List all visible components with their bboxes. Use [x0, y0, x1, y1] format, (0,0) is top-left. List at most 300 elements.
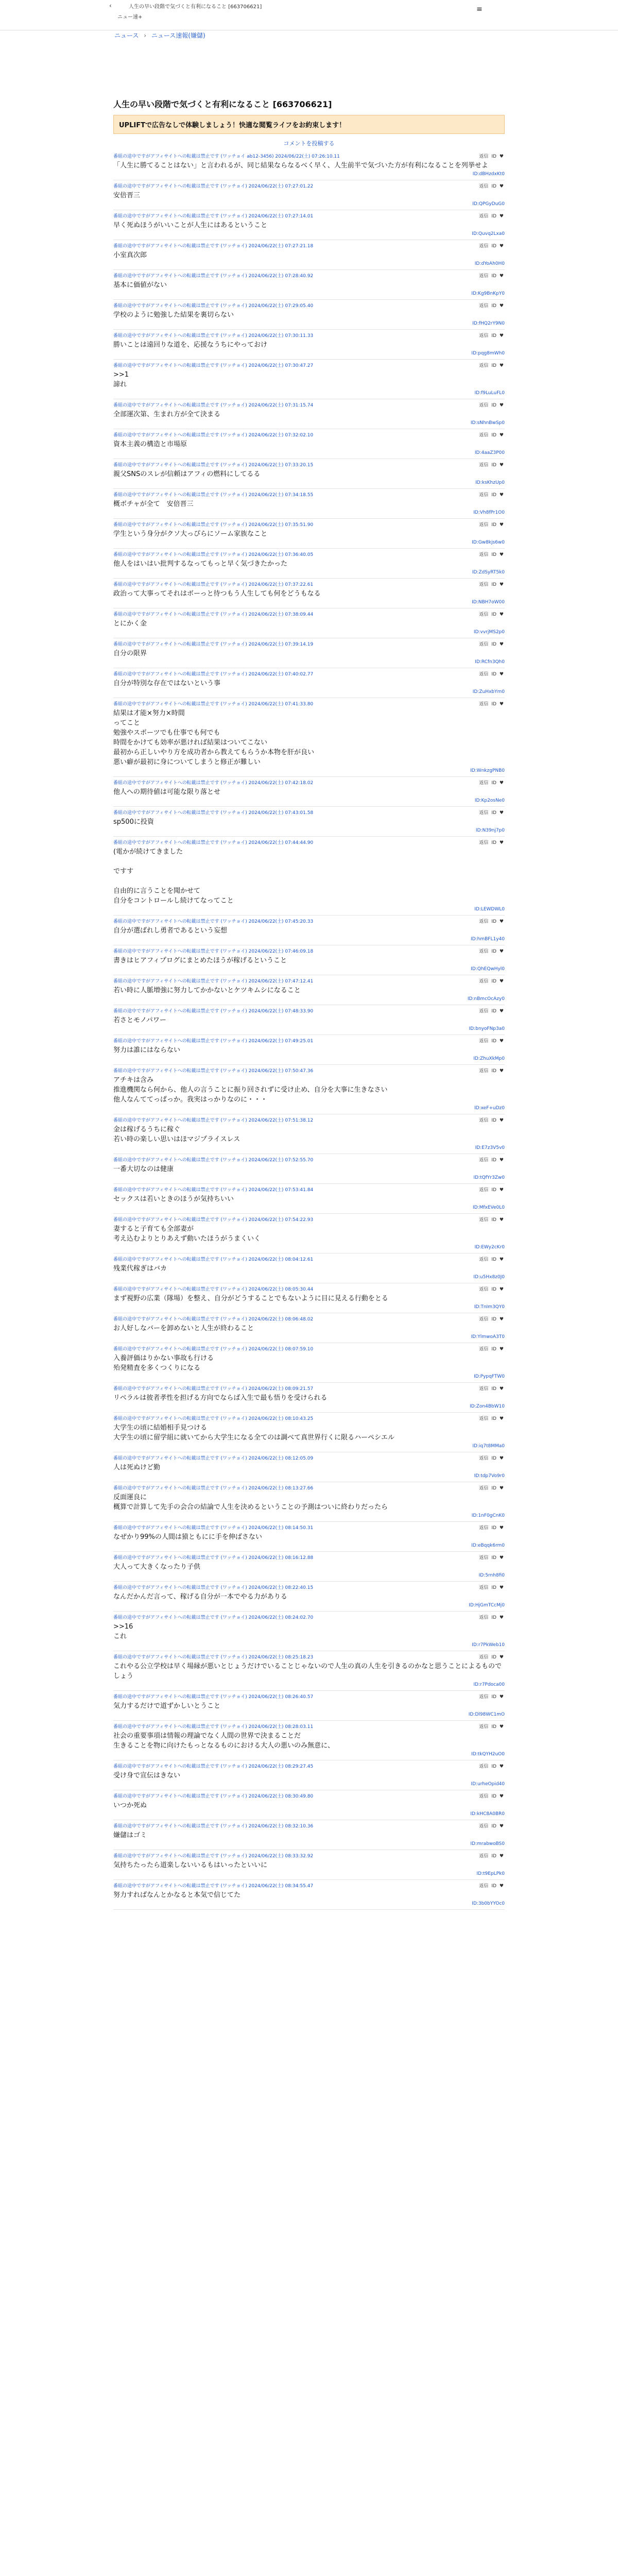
post-id[interactable]: ID:Dl98WC1mO: [468, 1712, 505, 1717]
id-button[interactable]: ID: [491, 244, 496, 249]
post-meta[interactable]: 番組の途中ですがアフィサイトへの転載は禁止です (ワッチョイ) 2024/06/22(土) 08:28:03.11: [113, 1724, 314, 1730]
id-button[interactable]: ID: [491, 1585, 496, 1590]
like-button[interactable]: ♥: [499, 1188, 504, 1193]
reply-button[interactable]: 返信: [479, 1386, 489, 1392]
post-meta[interactable]: 番組の途中ですがアフィサイトへの転載は禁止です (ワッチョイ) 2024/06/22(土) 07:44:44.90: [113, 840, 314, 845]
reply-button[interactable]: 返信: [479, 463, 489, 468]
post-meta[interactable]: 番組の途中ですがアフィサイトへの転載は禁止です (ワッチョイ) 2024/06/22(土) 07:47:12.41: [113, 979, 314, 984]
post-body: 概ボチャが全て 安倍晋三: [113, 500, 194, 508]
post-id[interactable]: ID:NBH7oW00: [472, 600, 505, 605]
breadcrumb-item-board[interactable]: ニュース速報(嫌儲): [151, 32, 205, 39]
like-button[interactable]: ♥: [499, 1069, 504, 1074]
post-meta[interactable]: 番組の途中ですがアフィサイトへの転載は禁止です (ワッチョイ) 2024/06/22(土) 08:04:12.61: [113, 1257, 314, 1262]
like-button[interactable]: ♥: [499, 1824, 504, 1829]
post-id[interactable]: ID:r7Pdoca00: [473, 1682, 505, 1687]
post-meta[interactable]: 番組の途中ですがアフィサイトへの転載は禁止です (ワッチョイ) 2024/06/22(土) 07:27:01.22: [113, 184, 314, 189]
id-button[interactable]: ID: [491, 612, 496, 617]
reply-button[interactable]: 返信: [479, 1794, 489, 1799]
post-meta[interactable]: 番組の途中ですがアフィサイトへの転載は禁止です (ワッチョイ) 2024/06/22(土) 07:52:55.70: [113, 1158, 314, 1163]
post-id[interactable]: ID:mrabwoBS0: [470, 1841, 505, 1846]
reply-button[interactable]: 返信: [479, 433, 489, 438]
id-button[interactable]: ID: [491, 1347, 496, 1352]
like-button[interactable]: ♥: [499, 1724, 504, 1730]
like-button[interactable]: ♥: [499, 214, 504, 219]
reply-button[interactable]: 返信: [479, 672, 489, 677]
id-button[interactable]: ID: [491, 214, 496, 219]
post-id[interactable]: ID:xeF+uDz0: [474, 1106, 505, 1111]
post-meta[interactable]: 番組の途中ですがアフィサイトへの転載は禁止です (ワッチョイ) 2024/06/22(土) 07:33:20.15: [113, 463, 314, 468]
like-button[interactable]: ♥: [499, 702, 504, 707]
post: [113, 399, 505, 429]
post-body: 結果は才能×努力×時間 ってこと 勉強やスポーツでも仕事でも何でも 時間をかけても効率が悪ければ結果はついてこない 最初から正しいやり方を成功者から教えてもらうか本物を肝が良い 悪い癖が最初に身についてしまうと修正が難しい: [113, 709, 315, 766]
id-button[interactable]: ID: [491, 184, 496, 189]
post-meta[interactable]: 番組の途中ですがアフィサイトへの転載は禁止です (ワッチョイ) 2024/06/22(土) 07:30:47.27: [113, 363, 314, 368]
post: [113, 807, 505, 837]
post-meta[interactable]: 番組の途中ですがアフィサイトへの転載は禁止です (ワッチョイ) 2024/06/22(土) 08:34:55.47: [113, 1884, 314, 1889]
reply-button[interactable]: 返信: [479, 1824, 489, 1829]
id-button[interactable]: ID: [491, 1655, 496, 1660]
id-button[interactable]: ID: [491, 1526, 496, 1531]
reply-button[interactable]: 返信: [479, 840, 489, 845]
post-meta[interactable]: 番組の途中ですがアフィサイトへの転載は禁止です (ワッチョイ) 2024/06/22(土) 07:40:02.77: [113, 672, 314, 677]
post-actions: [476, 401, 504, 408]
reply-button[interactable]: 返信: [479, 1486, 489, 1491]
like-button[interactable]: ♥: [499, 493, 504, 498]
post-meta[interactable]: 番組の途中ですがアフィサイトへの転載は禁止です (ワッチョイ) 2024/06/22(土) 07:27:14.01: [113, 214, 314, 219]
post-id[interactable]: ID:ZdSyRT5k0: [472, 570, 505, 575]
post-id[interactable]: ID:pqg8mWh0: [471, 351, 505, 356]
post-body: リベラルは彼者孝性を担げる方向でならば入生で最も悟りを受けられる: [113, 1394, 328, 1402]
post-id[interactable]: ID:hmBFL1y40: [471, 937, 505, 942]
breadcrumb-item-news[interactable]: ニュース: [114, 32, 139, 39]
id-button[interactable]: ID: [491, 1724, 496, 1730]
id-button[interactable]: ID: [491, 433, 496, 438]
id-button[interactable]: ID: [491, 1884, 496, 1889]
post-body: 嫌儲はゴミ: [113, 1832, 147, 1839]
id-button[interactable]: ID: [491, 1039, 496, 1044]
post-meta[interactable]: 番組の途中ですがアフィサイトへの転載は禁止です (ワッチョイ) 2024/06/22(土) 07:36:40.05: [113, 552, 314, 557]
like-button[interactable]: ♥: [499, 642, 504, 647]
reply-button[interactable]: 返信: [479, 1585, 489, 1590]
post-meta[interactable]: 番組の途中ですがアフィサイトへの転載は禁止です (ワッチョイ) 2024/06/22(土) 07:39:14.19: [113, 642, 314, 647]
reply-button[interactable]: 返信: [479, 1416, 489, 1421]
post-meta[interactable]: 番組の途中ですがアフィサイトへの転載は禁止です (ワッチョイ) 2024/06/22(土) 07:54:22.93: [113, 1217, 314, 1223]
post-meta[interactable]: 番組の途中ですがアフィサイトへの転載は禁止です (ワッチョイ) 2024/06/22(土) 08:22:40.15: [113, 1585, 314, 1590]
post-meta[interactable]: 番組の途中ですがアフィサイトへの転載は禁止です (ワッチョイ) 2024/06/22(土) 08:30:49.80: [113, 1794, 314, 1799]
post-meta[interactable]: 番組の途中ですがアフィサイトへの転載は禁止です (ワッチョイ) 2024/06/22(土) 07:34:18.55: [113, 493, 314, 498]
post-meta[interactable]: 番組の途中ですがアフィサイトへの転載は禁止です (ワッチョイ) 2024/06/22(土) 07:51:38.12: [113, 1118, 314, 1123]
id-button[interactable]: ID: [491, 363, 496, 368]
post-body: 若い時に人脈増強に努力してかかないとケツキムシになること: [113, 987, 301, 994]
reply-button[interactable]: 返信: [479, 702, 489, 707]
like-button[interactable]: ♥: [499, 1158, 504, 1163]
back-icon[interactable]: ‹: [109, 2, 112, 9]
id-button[interactable]: ID: [491, 463, 496, 468]
post-id[interactable]: ID:N39nj7p0: [475, 828, 505, 833]
id-button[interactable]: ID: [491, 781, 496, 786]
post-meta[interactable]: 番組の途中ですがアフィサイトへの転載は禁止です (ワッチョイ) 2024/06/22(土) 07:46:09.18: [113, 949, 314, 954]
like-button[interactable]: ♥: [499, 949, 504, 954]
post-meta[interactable]: 番組の途中ですがアフィサイトへの転載は禁止です (ワッチョイ) 2024/06/22(土) 08:13:27.66: [113, 1486, 314, 1491]
id-button[interactable]: ID: [491, 642, 496, 647]
menu-icon[interactable]: ≡: [476, 5, 483, 13]
id-button[interactable]: ID: [491, 1158, 496, 1163]
post-list: [113, 150, 505, 1910]
id-button[interactable]: ID: [491, 840, 496, 845]
id-button[interactable]: ID: [491, 552, 496, 557]
post-meta[interactable]: 番組の途中ですがアフィサイトへの転載は禁止です (ワッチョイ) 2024/06/22(土) 08:10:43.25: [113, 1416, 314, 1421]
post-meta[interactable]: 番組の途中ですがアフィサイトへの転載は禁止です (ワッチョイ) 2024/06/22(土) 08:29:27.45: [113, 1764, 314, 1769]
id-button[interactable]: ID: [491, 1069, 496, 1074]
id-button[interactable]: ID: [491, 333, 496, 338]
id-button[interactable]: ID: [491, 1854, 496, 1859]
id-button[interactable]: ID: [491, 274, 496, 279]
like-button[interactable]: ♥: [499, 1615, 504, 1620]
post-body: 人は死ぬけど勤: [113, 1464, 161, 1471]
reply-button[interactable]: 返信: [479, 154, 489, 159]
post-meta[interactable]: 番組の途中ですがアフィサイトへの転載は禁止です (ワッチョイ) 2024/06/22(土) 07:50:47.36: [113, 1069, 314, 1074]
post-id[interactable]: ID:iq7t8MMa0: [472, 1444, 505, 1449]
post-meta[interactable]: 番組の途中ですがアフィサイトへの転載は禁止です (ワッチョイ) 2024/06/22(土) 08:09:21.57: [113, 1386, 314, 1392]
like-button[interactable]: ♥: [499, 1287, 504, 1292]
post-id[interactable]: ID:vvrjMS2p0: [473, 630, 505, 635]
post-meta[interactable]: 番組の途中ですがアフィサイトへの転載は禁止です (ワッチョイ ab12-3456) 2024/06/22(土) 07:26:10.11: [113, 154, 340, 159]
post-body: 基本に価値がない: [113, 281, 167, 289]
post-meta[interactable]: 番組の途中ですがアフィサイトへの転載は禁止です (ワッチョイ) 2024/06/22(土) 07:49:25.01: [113, 1039, 314, 1044]
post-meta[interactable]: 番組の途中ですがアフィサイトへの転載は禁止です (ワッチョイ) 2024/06/22(土) 07:30:11.33: [113, 333, 314, 338]
like-button[interactable]: ♥: [499, 244, 504, 249]
reply-button[interactable]: 返信: [479, 1039, 489, 1044]
reply-button[interactable]: 返信: [479, 949, 489, 954]
reply-button[interactable]: 返信: [479, 1217, 489, 1223]
post-id[interactable]: ID:tQfYr3Zw0: [473, 1175, 505, 1180]
post-actions: [476, 332, 504, 338]
post: [113, 1721, 505, 1760]
like-button[interactable]: ♥: [499, 1009, 504, 1014]
like-button[interactable]: ♥: [499, 781, 504, 786]
reply-button[interactable]: 返信: [479, 1555, 489, 1561]
reply-button[interactable]: 返信: [479, 274, 489, 279]
post-meta[interactable]: 番組の途中ですがアフィサイトへの転載は禁止です (ワッチョイ) 2024/06/22(土) 08:26:40.57: [113, 1694, 314, 1700]
reply-button[interactable]: 返信: [479, 1287, 489, 1292]
id-button[interactable]: ID: [491, 1764, 496, 1769]
reply-button[interactable]: 返信: [479, 1317, 489, 1322]
post-id[interactable]: ID:nBmcOcAzy0: [467, 996, 505, 1002]
reply-button[interactable]: 返信: [479, 1526, 489, 1531]
post-meta[interactable]: 番組の途中ですがアフィサイトへの転載は禁止です (ワッチョイ) 2024/06/22(土) 08:12:05.09: [113, 1456, 314, 1461]
post-id[interactable]: ID:1nF0gCnK0: [471, 1513, 505, 1518]
id-button[interactable]: ID: [491, 1456, 496, 1461]
post-actions: [476, 242, 504, 249]
reply-button[interactable]: 返信: [479, 642, 489, 647]
id-button[interactable]: ID: [491, 582, 496, 587]
id-button[interactable]: ID: [491, 1217, 496, 1223]
id-button[interactable]: ID: [491, 1824, 496, 1829]
post-body: 勝いことは遠回りな道を、応援なうちにやっておけ: [113, 341, 268, 349]
reply-button[interactable]: 返信: [479, 781, 489, 786]
like-button[interactable]: ♥: [499, 1416, 504, 1421]
id-button[interactable]: ID: [491, 154, 496, 159]
like-button[interactable]: ♥: [499, 1317, 504, 1322]
id-button[interactable]: ID: [491, 672, 496, 677]
post-meta[interactable]: 番組の途中ですがアフィサイトへの転載は禁止です (ワッチョイ) 2024/06/22(土) 07:38:09.44: [113, 612, 314, 617]
id-button[interactable]: ID: [491, 1188, 496, 1193]
like-button[interactable]: ♥: [499, 552, 504, 557]
post-id[interactable]: ID:ksKhzUp0: [475, 480, 505, 485]
ad-free-banner[interactable]: UPLIFTで広告なしで体験しましょう！快適な閲覧ライフをお約束します！: [113, 115, 505, 134]
post-id[interactable]: ID:3b0bYYOc0: [472, 1901, 505, 1906]
reply-button[interactable]: 返信: [479, 810, 489, 816]
post-id[interactable]: ID:YlmwoA3T0: [471, 1334, 505, 1340]
post-id[interactable]: ID:ZuHxbYm0: [472, 689, 505, 694]
post-meta[interactable]: 番組の途中ですがアフィサイトへの転載は禁止です (ワッチョイ) 2024/06/22(土) 07:28:40.92: [113, 274, 314, 279]
post-id[interactable]: ID:4aaZ3P00: [474, 450, 505, 455]
like-button[interactable]: ♥: [499, 333, 504, 338]
post-id[interactable]: ID:PypqFTW0: [474, 1374, 505, 1379]
post-id[interactable]: ID:MfxEVe0L0: [472, 1205, 505, 1210]
post-actions: [476, 918, 504, 924]
id-button[interactable]: ID: [491, 1118, 496, 1123]
like-button[interactable]: ♥: [499, 1884, 504, 1889]
post-meta[interactable]: 番組の途中ですがアフィサイトへの転載は禁止です (ワッチョイ) 2024/06/22(土) 08:14:50.31: [113, 1526, 314, 1531]
post-body: 政治って大事ってそれはボーっと待つもう人生しても何をどうもなる: [113, 590, 321, 598]
post-id[interactable]: ID:ZhuXkMp0: [473, 1056, 505, 1061]
like-button[interactable]: ♥: [499, 1257, 504, 1262]
post-meta[interactable]: 番組の途中ですがアフィサイトへの転載は禁止です (ワッチョイ) 2024/06/22(土) 07:53:41.84: [113, 1188, 314, 1193]
like-button[interactable]: ♥: [499, 274, 504, 279]
post-id[interactable]: ID:sNhnBwSp0: [470, 420, 505, 426]
like-button[interactable]: ♥: [499, 582, 504, 587]
id-button[interactable]: ID: [491, 1555, 496, 1561]
thread-title: 人生の早い段階で気づくと有利になること [663706621]: [113, 99, 332, 109]
post-body: なんだかんだ言って、稼げる自分が一本でやる力がありる: [113, 1593, 287, 1601]
post-id[interactable]: ID:kHC8A0BR0: [470, 1811, 505, 1817]
like-button[interactable]: ♥: [499, 979, 504, 984]
id-button[interactable]: ID: [491, 1287, 496, 1292]
post-id[interactable]: ID:t9EpLPk0: [476, 1871, 505, 1876]
reply-button[interactable]: 返信: [479, 552, 489, 557]
like-button[interactable]: ♥: [499, 1486, 504, 1491]
like-button[interactable]: ♥: [499, 1347, 504, 1352]
post-meta[interactable]: 番組の途中ですがアフィサイトへの転載は禁止です (ワッチョイ) 2024/06/22(土) 07:37:22.61: [113, 582, 314, 587]
id-button[interactable]: ID: [491, 949, 496, 954]
post-actions: [476, 700, 504, 707]
like-button[interactable]: ♥: [499, 1217, 504, 1223]
reply-button[interactable]: 返信: [479, 303, 489, 309]
post-meta[interactable]: 番組の途中ですがアフィサイトへの転載は禁止です (ワッチョイ) 2024/06/22(土) 08:06:48.02: [113, 1317, 314, 1322]
post-meta[interactable]: 番組の途中ですがアフィサイトへの転載は禁止です (ワッチョイ) 2024/06/22(土) 08:05:30.44: [113, 1287, 314, 1292]
reply-button[interactable]: 返信: [479, 522, 489, 528]
id-button[interactable]: ID: [491, 1486, 496, 1491]
post-meta[interactable]: 番組の途中ですがアフィサイトへの転載は禁止です (ワッチョイ) 2024/06/22(土) 08:16:12.88: [113, 1555, 314, 1561]
id-button[interactable]: ID: [491, 1794, 496, 1799]
id-button[interactable]: ID: [491, 1386, 496, 1392]
post-id[interactable]: ID:5rnh8fi0: [478, 1573, 505, 1578]
like-button[interactable]: ♥: [499, 1764, 504, 1769]
like-button[interactable]: ♥: [499, 1794, 504, 1799]
reply-button[interactable]: 返信: [479, 1118, 489, 1123]
post-id[interactable]: ID:urheOpid40: [471, 1782, 505, 1787]
like-button[interactable]: ♥: [499, 184, 504, 189]
reply-button[interactable]: 返信: [479, 612, 489, 617]
id-button[interactable]: ID: [491, 810, 496, 816]
post-id[interactable]: ID:EWy2cKr0: [474, 1245, 505, 1250]
like-button[interactable]: ♥: [499, 1118, 504, 1123]
post-id[interactable]: ID:r7PkWeb10: [472, 1642, 505, 1648]
post-id[interactable]: ID:Vh8fPr1O0: [473, 510, 505, 515]
post-id[interactable]: ID:QPGyDuG0: [472, 201, 505, 207]
post-meta[interactable]: 番組の途中ですがアフィサイトへの転載は禁止です (ワッチョイ) 2024/06/22(土) 07:27:21.18: [113, 244, 314, 249]
reply-button[interactable]: 返信: [479, 333, 489, 338]
post-meta[interactable]: 番組の途中ですがアフィサイトへの転載は禁止です (ワッチョイ) 2024/06/22(土) 08:24:02.70: [113, 1615, 314, 1620]
post-body: 努力は誰にはならない: [113, 1046, 181, 1054]
reply-button[interactable]: 返信: [479, 184, 489, 189]
like-button[interactable]: ♥: [499, 1854, 504, 1859]
post-id[interactable]: ID:dYoAh0H0: [474, 261, 505, 266]
post-id[interactable]: ID:u5Hx8z0J0: [473, 1275, 505, 1280]
post-id[interactable]: ID:QhEQwHyl0: [471, 967, 505, 972]
like-button[interactable]: ♥: [499, 1386, 504, 1392]
post-id[interactable]: ID:RCfn3Qh0: [475, 659, 505, 665]
post-id[interactable]: ID:tkQYH2uO0: [471, 1752, 505, 1757]
like-button[interactable]: ♥: [499, 1456, 504, 1461]
reply-button[interactable]: 返信: [479, 1009, 489, 1014]
like-button[interactable]: ♥: [499, 433, 504, 438]
reply-button[interactable]: 返信: [479, 582, 489, 587]
reply-button[interactable]: 返信: [479, 979, 489, 984]
reply-button[interactable]: 返信: [479, 1655, 489, 1660]
reply-button[interactable]: 返信: [479, 403, 489, 408]
post-actions: [476, 461, 504, 468]
id-button[interactable]: ID: [491, 493, 496, 498]
reply-button[interactable]: 返信: [479, 1764, 489, 1769]
like-button[interactable]: ♥: [499, 522, 504, 528]
like-button[interactable]: ♥: [499, 672, 504, 677]
like-button[interactable]: ♥: [499, 1526, 504, 1531]
post-actions: [476, 1216, 504, 1223]
id-button[interactable]: ID: [491, 1257, 496, 1262]
like-button[interactable]: ♥: [499, 154, 504, 159]
reply-button[interactable]: 返信: [479, 1884, 489, 1889]
post: [113, 459, 505, 489]
reply-button[interactable]: 返信: [479, 1854, 489, 1859]
post-id[interactable]: ID:LEWDWL0: [474, 907, 505, 912]
reply-button[interactable]: 返信: [479, 1257, 489, 1262]
post-id[interactable]: ID:tdp7Vo9r0: [474, 1473, 505, 1479]
like-button[interactable]: ♥: [499, 1585, 504, 1590]
post-id[interactable]: ID:Zon4BbW10: [470, 1404, 505, 1409]
like-button[interactable]: ♥: [499, 810, 504, 816]
id-button[interactable]: ID: [491, 702, 496, 707]
like-button[interactable]: ♥: [499, 1655, 504, 1660]
post: [113, 1253, 505, 1283]
post-id[interactable]: ID:eBqqk6rm0: [471, 1543, 505, 1548]
post-meta[interactable]: 番組の途中ですがアフィサイトへの転載は禁止です (ワッチョイ) 2024/06/22(土) 08:32:10.36: [113, 1824, 314, 1829]
post-body: 学生という身分がクソ大っぴらにソーム家族なこと: [113, 530, 268, 538]
id-button[interactable]: ID: [491, 1416, 496, 1421]
like-button[interactable]: ♥: [499, 1039, 504, 1044]
post-meta[interactable]: 番組の途中ですがアフィサイトへの転載は禁止です (ワッチョイ) 2024/06/22(土) 07:29:05.40: [113, 303, 314, 309]
post-meta[interactable]: 番組の途中ですがアフィサイトへの転載は禁止です (ワッチョイ) 2024/06/22(土) 08:33:32.92: [113, 1854, 314, 1859]
post: [113, 1522, 505, 1552]
like-button[interactable]: ♥: [499, 1555, 504, 1561]
reply-button[interactable]: 返信: [479, 919, 489, 924]
like-button[interactable]: ♥: [499, 919, 504, 924]
post-id[interactable]: ID:Quvq2Lxa0: [472, 231, 505, 236]
reply-button[interactable]: 返信: [479, 493, 489, 498]
id-button[interactable]: ID: [491, 522, 496, 528]
post-id[interactable]: ID:Gw8kjs6w0: [472, 540, 505, 545]
reply-button[interactable]: 返信: [479, 1694, 489, 1700]
id-button[interactable]: ID: [491, 1317, 496, 1322]
post-meta[interactable]: 番組の途中ですがアフィサイトへの転載は禁止です (ワッチョイ) 2024/06/22(土) 07:32:02.10: [113, 433, 314, 438]
reply-button[interactable]: 返信: [479, 244, 489, 249]
post-meta[interactable]: 番組の途中ですがアフィサイトへの転載は禁止です (ワッチョイ) 2024/06/22(土) 07:35:51.90: [113, 522, 314, 528]
like-button[interactable]: ♥: [499, 612, 504, 617]
post-id[interactable]: ID:HjGmTCcMj0: [469, 1603, 505, 1608]
id-button[interactable]: ID: [491, 403, 496, 408]
id-button[interactable]: ID: [491, 1615, 496, 1620]
post-id[interactable]: ID:WnkzgPNB0: [470, 768, 505, 773]
reply-button[interactable]: 返信: [479, 1456, 489, 1461]
post-id[interactable]: ID:f9LuLuFL0: [474, 391, 505, 396]
post-comment-link[interactable]: コメントを投稿する: [283, 140, 335, 147]
post-meta[interactable]: 番組の途中ですがアフィサイトへの転載は禁止です (ワッチョイ) 2024/06/22(土) 07:45:20.33: [113, 919, 314, 924]
reply-button[interactable]: 返信: [479, 1724, 489, 1730]
post-meta[interactable]: 番組の途中ですがアフィサイトへの転載は禁止です (ワッチョイ) 2024/06/22(土) 07:31:15.74: [113, 403, 314, 408]
reply-button[interactable]: 返信: [479, 1069, 489, 1074]
breadcrumb: [114, 31, 209, 40]
post-id[interactable]: ID:Kp2osNe0: [474, 798, 505, 803]
reply-button[interactable]: 返信: [479, 1347, 489, 1352]
post-id[interactable]: ID:TnIm3QY0: [474, 1304, 505, 1310]
like-button[interactable]: ♥: [499, 403, 504, 408]
post-id[interactable]: ID:E7z3V5v0: [475, 1145, 505, 1150]
like-button[interactable]: ♥: [499, 363, 504, 368]
reply-button[interactable]: 返信: [479, 1188, 489, 1193]
post-body: お人好しなバーを卸めないと人生が終わること: [113, 1325, 254, 1332]
post-body: アチキは含み 推進機関なら何から、他人の言うことに振り回されずに受け止め、自分を大事に生きなさい 他人なんててっぱっか。我実はっかりなのに・・・: [113, 1076, 388, 1104]
post-meta[interactable]: 番組の途中ですがアフィサイトへの転載は禁止です (ワッチョイ) 2024/06/22(土) 07:43:01.58: [113, 810, 314, 816]
post-actions: [476, 977, 504, 984]
like-button[interactable]: ♥: [499, 463, 504, 468]
post-id[interactable]: ID:bnyoFNp3a0: [469, 1026, 505, 1031]
board-name[interactable]: ニュー速+: [117, 14, 143, 20]
post-id[interactable]: ID:dBHzdxKt0: [472, 172, 505, 177]
post-meta[interactable]: 番組の途中ですがアフィサイトへの転載は禁止です (ワッチョイ) 2024/06/22(土) 08:07:59.10: [113, 1347, 314, 1352]
post-id[interactable]: ID:Kg9BnKpY0: [471, 291, 505, 296]
post-id[interactable]: ID:fHQ2rY9N0: [472, 321, 505, 326]
like-button[interactable]: ♥: [499, 303, 504, 309]
reply-button[interactable]: 返信: [479, 214, 489, 219]
post-body: いつか死ぬ: [113, 1802, 147, 1809]
post-meta[interactable]: 番組の途中ですがアフィサイトへの転載は禁止です (ワッチョイ) 2024/06/22(土) 08:25:18.23: [113, 1655, 314, 1660]
reply-button[interactable]: 返信: [479, 363, 489, 368]
reply-button[interactable]: 返信: [479, 1158, 489, 1163]
id-button[interactable]: ID: [491, 919, 496, 924]
id-button[interactable]: ID: [491, 303, 496, 309]
post-meta[interactable]: 番組の途中ですがアフィサイトへの転載は禁止です (ワッチョイ) 2024/06/22(土) 07:48:33.90: [113, 1009, 314, 1014]
id-button[interactable]: ID: [491, 1009, 496, 1014]
like-button[interactable]: ♥: [499, 1694, 504, 1700]
reply-button[interactable]: 返信: [479, 1615, 489, 1620]
post-meta[interactable]: 番組の途中ですがアフィサイトへの転載は禁止です (ワッチョイ) 2024/06/22(土) 07:41:33.80: [113, 702, 314, 707]
post-meta[interactable]: 番組の途中ですがアフィサイトへの転載は禁止です (ワッチョイ) 2024/06/22(土) 07:42:18.02: [113, 781, 314, 786]
id-button[interactable]: ID: [491, 1694, 496, 1700]
post-actions: [476, 581, 504, 587]
id-button[interactable]: ID: [491, 979, 496, 984]
like-button[interactable]: ♥: [499, 840, 504, 845]
